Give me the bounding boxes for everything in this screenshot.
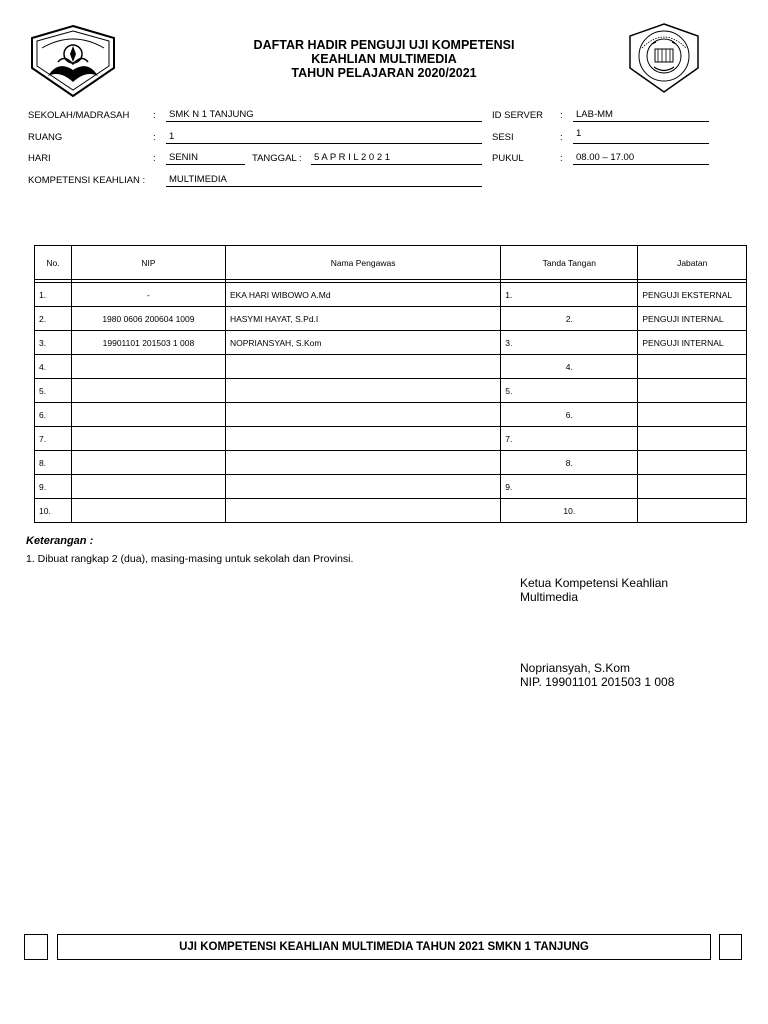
cell-nip xyxy=(71,355,225,379)
cell-jabatan: PENGUJI INTERNAL xyxy=(638,307,747,331)
ruang-value: 1 xyxy=(166,131,482,144)
cell-nama: EKA HARI WIBOWO A.Md xyxy=(225,283,500,307)
cell-nama xyxy=(225,403,500,427)
cell-tanda-tangan: 10. xyxy=(501,499,638,523)
cell-jabatan xyxy=(638,403,747,427)
cell-nama xyxy=(225,451,500,475)
cell-nama xyxy=(225,355,500,379)
table-row xyxy=(35,499,747,523)
cell-tanda-tangan: 4. xyxy=(501,355,638,379)
attendance-table xyxy=(34,245,747,523)
cell-jabatan xyxy=(638,499,747,523)
signature-nip: NIP. 19901101 201503 1 008 xyxy=(520,675,675,689)
cell-jabatan: PENGUJI INTERNAL xyxy=(638,331,747,355)
tanggal-value: 5 A P R I L 2 0 2 1 xyxy=(311,152,482,165)
sekolah-label: SEKOLAH/MADRASAH xyxy=(28,110,130,121)
cell-tanda-tangan: 7. xyxy=(501,427,638,451)
notes-heading: Keterangan : xyxy=(26,535,94,547)
sekolah-colon: : xyxy=(153,110,156,121)
sesi-label: SESI xyxy=(492,132,514,143)
cell-tanda-tangan: 2. xyxy=(501,307,638,331)
cell-no: 9. xyxy=(35,475,72,499)
cell-tanda-tangan: 9. xyxy=(501,475,638,499)
cell-no: 8. xyxy=(35,451,72,475)
hari-label: HARI xyxy=(28,153,51,164)
table-header-row xyxy=(35,246,747,280)
footer-text: UJI KOMPETENSI KEAHLIAN MULTIMEDIA TAHUN 2021 SMKN 1 TANJUNG xyxy=(57,934,711,960)
doc-title-line1: DAFTAR HADIR PENGUJI UJI KOMPETENSI xyxy=(253,38,515,52)
ruang-label: RUANG xyxy=(28,132,63,143)
signature-role-line2: Multimedia xyxy=(520,590,579,604)
sesi-colon: : xyxy=(560,132,563,143)
cell-no: 5. xyxy=(35,379,72,403)
kompetensi-value: MULTIMEDIA xyxy=(166,174,482,187)
cell-nip xyxy=(71,475,225,499)
kompetensi-label: KOMPETENSI KEAHLIAN : xyxy=(28,175,146,186)
table-row xyxy=(35,355,747,379)
notes-item-1: 1. Dibuat rangkap 2 (dua), masing-masing untuk sekolah dan Provinsi. xyxy=(26,553,354,565)
header-jabatan: Jabatan xyxy=(638,246,747,280)
cell-no: 2. xyxy=(35,307,72,331)
cell-jabatan xyxy=(638,475,747,499)
cell-nip: 19901101 201503 1 008 xyxy=(71,331,225,355)
cell-nama xyxy=(225,379,500,403)
cell-no: 7. xyxy=(35,427,72,451)
cell-nama: HASYMI HAYAT, S.Pd.I xyxy=(225,307,500,331)
table-row xyxy=(35,307,747,331)
footer-left-box xyxy=(24,934,48,960)
cell-jabatan xyxy=(638,379,747,403)
cell-tanda-tangan: 5. xyxy=(501,379,638,403)
cell-tanda-tangan: 3. xyxy=(501,331,638,355)
cell-nama xyxy=(225,499,500,523)
table-row xyxy=(35,403,747,427)
cell-nip xyxy=(71,403,225,427)
cell-nama xyxy=(225,427,500,451)
table-row xyxy=(35,331,747,355)
header-nip: NIP xyxy=(71,246,225,280)
cell-no: 3. xyxy=(35,331,72,355)
hari-colon: : xyxy=(153,153,156,164)
cell-jabatan: PENGUJI EKSTERNAL xyxy=(638,283,747,307)
cell-tanda-tangan: 6. xyxy=(501,403,638,427)
signature-name: Nopriansyah, S.Kom xyxy=(520,661,631,675)
table-row xyxy=(35,427,747,451)
table-row xyxy=(35,451,747,475)
idserver-colon: : xyxy=(560,110,563,121)
pukul-label: PUKUL xyxy=(492,153,524,164)
footer-right-box xyxy=(719,934,742,960)
cell-no: 1. xyxy=(35,283,72,307)
sekolah-value: SMK N 1 TANJUNG xyxy=(166,109,482,122)
cell-jabatan xyxy=(638,451,747,475)
cell-nama xyxy=(225,475,500,499)
sesi-value: 1 xyxy=(573,128,709,144)
idserver-value: LAB-MM xyxy=(573,109,709,122)
cell-tanda-tangan: 8. xyxy=(501,451,638,475)
idserver-label: ID SERVER xyxy=(492,110,544,121)
cell-nama: NOPRIANSYAH, S.Kom xyxy=(225,331,500,355)
header-ttd: Tanda Tangan xyxy=(501,246,638,280)
table-row xyxy=(35,379,747,403)
header-nama: Nama Pengawas xyxy=(225,246,500,280)
cell-nip xyxy=(71,427,225,451)
cell-nip xyxy=(71,451,225,475)
cell-nip: - xyxy=(71,283,225,307)
cell-no: 4. xyxy=(35,355,72,379)
cell-nip xyxy=(71,499,225,523)
cell-jabatan xyxy=(638,355,747,379)
ruang-colon: : xyxy=(153,132,156,143)
table-row xyxy=(35,475,747,499)
cell-tanda-tangan: 1. xyxy=(501,283,638,307)
cell-nip xyxy=(71,379,225,403)
cell-jabatan xyxy=(638,427,747,451)
cell-no: 6. xyxy=(35,403,72,427)
doc-title-line3: TAHUN PELAJARAN 2020/2021 xyxy=(291,66,477,80)
table-row xyxy=(35,283,747,307)
hari-value: SENIN xyxy=(166,152,245,165)
doc-title-line2: KEAHLIAN MULTIMEDIA xyxy=(311,52,457,66)
signature-role-line1: Ketua Kompetensi Keahlian xyxy=(520,576,669,590)
pukul-value: 08.00 – 17.00 xyxy=(573,152,709,165)
header-no: No. xyxy=(35,246,72,280)
tanggal-label: TANGGAL : xyxy=(252,153,302,164)
pukul-colon: : xyxy=(560,153,563,164)
cell-nip: 1980 0606 200604 1009 xyxy=(71,307,225,331)
cell-no: 10. xyxy=(35,499,72,523)
